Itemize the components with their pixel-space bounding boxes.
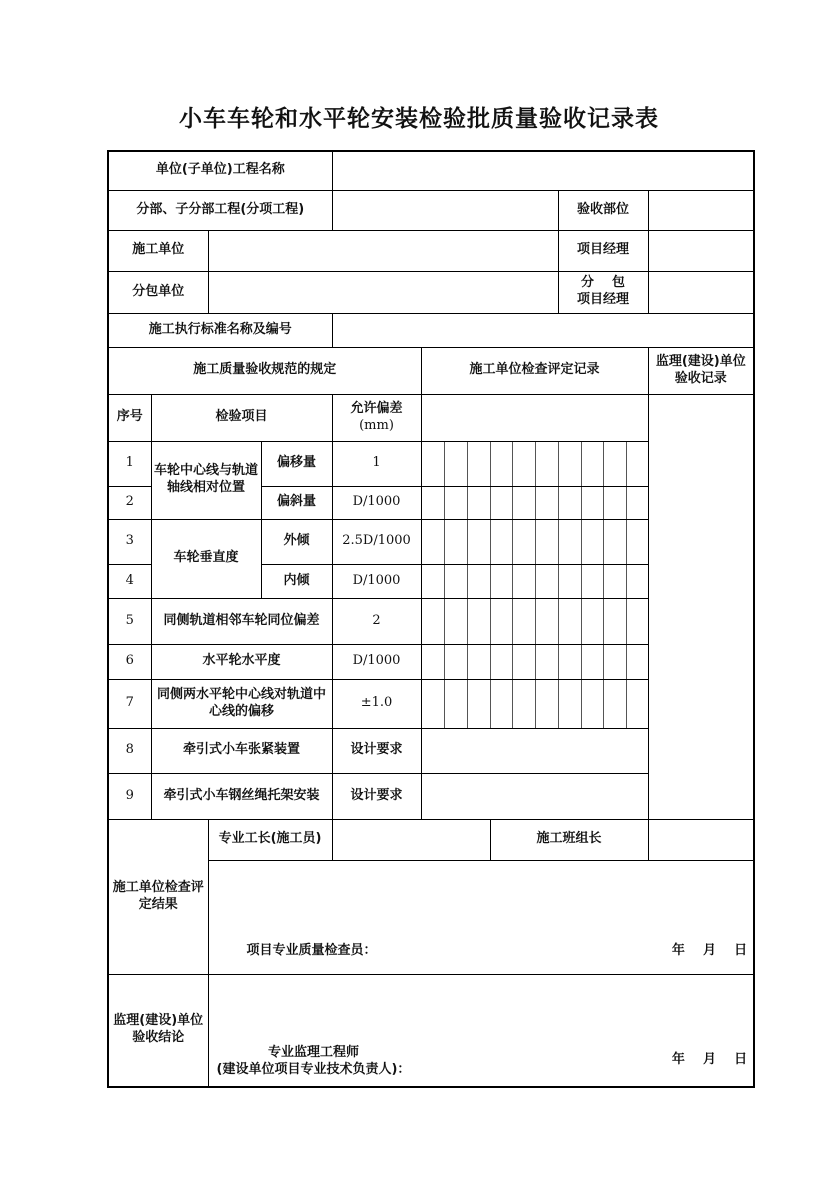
check-result-area xyxy=(208,860,754,974)
measure-cell xyxy=(626,598,648,644)
measure-cell xyxy=(535,679,558,728)
measure-cell xyxy=(581,644,603,679)
measure-cell xyxy=(558,644,581,679)
acceptance-form-table xyxy=(107,150,755,1088)
measure-cell xyxy=(444,644,467,679)
row-subcontractor xyxy=(108,271,754,313)
item-tolerance: 2.5D/1000 xyxy=(332,519,421,564)
construction-unit-label: 施工单位 xyxy=(108,230,208,271)
subcontract-manager-label-line2: 项目经理 xyxy=(577,292,630,307)
item-sub-label: 内倾 xyxy=(261,564,332,598)
acceptance-part-label: 验收部位 xyxy=(558,190,648,230)
item-tolerance: 1 xyxy=(332,441,421,486)
item-tolerance: D/1000 xyxy=(332,644,421,679)
measure-cell xyxy=(490,564,512,598)
measure-cell xyxy=(558,441,581,486)
supervisor-label-line1: 专业监理工程师 xyxy=(267,1044,359,1060)
measure-cell xyxy=(512,441,535,486)
row-unit-project xyxy=(108,151,754,190)
seq-header: 序号 xyxy=(108,394,151,441)
row-column-header xyxy=(108,394,754,441)
item-tolerance: D/1000 xyxy=(332,486,421,519)
team-leader-label: 施工班组长 xyxy=(490,819,648,860)
item-group-label: 车轮垂直度 xyxy=(151,519,261,598)
measure-cell xyxy=(444,598,467,644)
row-subdivision xyxy=(108,190,754,230)
measure-cell xyxy=(581,598,603,644)
foreman-signature-value xyxy=(332,819,490,860)
measure-cell xyxy=(626,644,648,679)
measure-cell xyxy=(558,486,581,519)
row-standard xyxy=(108,313,754,347)
supervision-record-line1: 监理(建设)单位 xyxy=(655,353,746,369)
item-label: 水平轮水平度 xyxy=(151,644,332,679)
measure-cell xyxy=(581,519,603,564)
item-label: 牵引式小车钢丝绳托架安装 xyxy=(151,773,332,819)
item-label: 同侧轨道相邻车轮同位偏差 xyxy=(151,598,332,644)
item-tolerance: 设计要求 xyxy=(332,773,421,819)
measure-cell xyxy=(444,564,467,598)
item-no: 2 xyxy=(108,486,151,519)
item-label: 牵引式小车张紧装置 xyxy=(151,728,332,773)
measure-cell xyxy=(535,564,558,598)
measure-cell xyxy=(581,564,603,598)
row-signatures xyxy=(108,819,754,860)
measure-cell xyxy=(626,679,648,728)
row-construction-unit xyxy=(108,230,754,271)
measure-cell xyxy=(603,519,626,564)
measure-cell xyxy=(603,644,626,679)
measure-cell xyxy=(490,679,512,728)
project-manager-value xyxy=(648,230,754,271)
tolerance-header xyxy=(332,394,421,441)
item-no: 1 xyxy=(108,441,151,486)
item-tolerance: 设计要求 xyxy=(332,728,421,773)
measure-cell xyxy=(626,441,648,486)
item-sub-label: 外倾 xyxy=(261,519,332,564)
measure-cell xyxy=(490,644,512,679)
check-record-space xyxy=(421,773,648,819)
measure-cell xyxy=(535,441,558,486)
measure-cell xyxy=(626,486,648,519)
measure-cell xyxy=(535,644,558,679)
subcontractor-label: 分包单位 xyxy=(108,271,208,313)
measure-cell xyxy=(626,564,648,598)
measure-cell xyxy=(421,679,444,728)
team-leader-signature-value xyxy=(648,819,754,860)
measure-cell xyxy=(467,441,490,486)
supervision-conclusion-fill xyxy=(209,976,754,1085)
supervision-record-line2: 验收记录 xyxy=(674,370,727,386)
check-record-header-space xyxy=(421,394,648,441)
subdivision-label: 分部、子分部工程(分项工程) xyxy=(108,190,332,230)
measure-cell xyxy=(581,486,603,519)
unit-project-value xyxy=(332,151,754,190)
measure-cell xyxy=(467,486,490,519)
item-no: 3 xyxy=(108,519,151,564)
supervision-record-header xyxy=(648,347,754,394)
item-no: 7 xyxy=(108,679,151,728)
measure-cell xyxy=(512,598,535,644)
measure-cell xyxy=(558,598,581,644)
subcontract-manager-label-line1: 分 包 xyxy=(580,275,626,291)
supervisor-signature-label xyxy=(217,1044,411,1079)
subcontract-manager-label xyxy=(558,271,648,313)
measure-cell xyxy=(603,441,626,486)
item-sub-label: 偏斜量 xyxy=(261,486,332,519)
measure-cell xyxy=(421,644,444,679)
measure-cell xyxy=(421,564,444,598)
measure-cell xyxy=(535,598,558,644)
measure-cell xyxy=(421,598,444,644)
tolerance-header-line1: 允许偏差 xyxy=(350,400,403,416)
measure-cell xyxy=(490,486,512,519)
construction-unit-value xyxy=(208,230,558,271)
spec-title: 施工质量验收规范的规定 xyxy=(108,347,421,394)
check-record-space xyxy=(421,728,648,773)
item-tolerance: D/1000 xyxy=(332,564,421,598)
measure-cell xyxy=(512,644,535,679)
check-result-date: 年 月 日 xyxy=(671,943,748,959)
measure-cell xyxy=(512,679,535,728)
item-sub-label: 偏移量 xyxy=(261,441,332,486)
measure-cell xyxy=(467,564,490,598)
measure-cell xyxy=(512,519,535,564)
measure-cell xyxy=(603,679,626,728)
project-manager-label: 项目经理 xyxy=(558,230,648,271)
measure-cell xyxy=(535,486,558,519)
measure-cell xyxy=(603,598,626,644)
tolerance-header-line2: (mm) xyxy=(359,417,394,433)
measure-cell xyxy=(467,679,490,728)
measure-cell xyxy=(512,564,535,598)
item-no: 4 xyxy=(108,564,151,598)
item-no: 5 xyxy=(108,598,151,644)
measure-cell xyxy=(558,519,581,564)
measure-cell xyxy=(558,679,581,728)
supervision-conclusion-area xyxy=(208,974,754,1087)
measure-cell xyxy=(490,598,512,644)
measure-cell xyxy=(467,644,490,679)
supervision-conclusion-label: 监理(建设)单位验收结论 xyxy=(108,974,208,1087)
foreman-label: 专业工长(施工员) xyxy=(208,819,332,860)
measure-cell xyxy=(581,679,603,728)
measure-cell xyxy=(444,486,467,519)
check-title: 施工单位检查评定记录 xyxy=(421,347,648,394)
item-no: 9 xyxy=(108,773,151,819)
measure-cell xyxy=(535,519,558,564)
measure-cell xyxy=(558,564,581,598)
item-group-label: 车轮中心线与轨道轴线相对位置 xyxy=(151,441,261,519)
page-title: 小车车轮和水平轮安装检验批质量验收记录表 xyxy=(179,106,659,132)
item-no: 8 xyxy=(108,728,151,773)
measure-cell xyxy=(512,486,535,519)
measure-cell xyxy=(467,598,490,644)
measure-cell xyxy=(490,519,512,564)
measure-cell xyxy=(421,486,444,519)
item-label: 同侧两水平轮中心线对轨道中心线的偏移 xyxy=(151,679,332,728)
measure-cell xyxy=(626,519,648,564)
row-section-header xyxy=(108,347,754,394)
measure-cell xyxy=(444,679,467,728)
item-no: 6 xyxy=(108,644,151,679)
measure-cell xyxy=(467,519,490,564)
check-result-fill xyxy=(209,862,754,972)
subcontract-manager-value xyxy=(648,271,754,313)
measure-cell xyxy=(421,441,444,486)
supervision-date: 年 月 日 xyxy=(671,1051,748,1067)
item-header: 检验项目 xyxy=(151,394,332,441)
measure-cell xyxy=(581,441,603,486)
measure-cell xyxy=(444,441,467,486)
supervisor-label-line2: (建设单位项目专业技术负责人)： xyxy=(216,1062,411,1078)
item-tolerance: 2 xyxy=(332,598,421,644)
subcontractor-value xyxy=(208,271,558,313)
subdivision-value xyxy=(332,190,558,230)
measure-cell xyxy=(603,564,626,598)
item-tolerance: ±1.0 xyxy=(332,679,421,728)
row-supervision-conclusion xyxy=(108,974,754,1087)
supervision-record-column xyxy=(648,394,754,819)
quality-inspector-label: 项目专业质量检查员： xyxy=(246,943,377,959)
measure-cell xyxy=(490,441,512,486)
standard-label: 施工执行标准名称及编号 xyxy=(108,313,332,347)
acceptance-part-value xyxy=(648,190,754,230)
unit-project-label: 单位(子单位)工程名称 xyxy=(108,151,332,190)
measure-cell xyxy=(444,519,467,564)
measure-cell xyxy=(421,519,444,564)
measure-cell xyxy=(603,486,626,519)
standard-value xyxy=(332,313,754,347)
check-result-label: 施工单位检查评定结果 xyxy=(108,819,208,974)
